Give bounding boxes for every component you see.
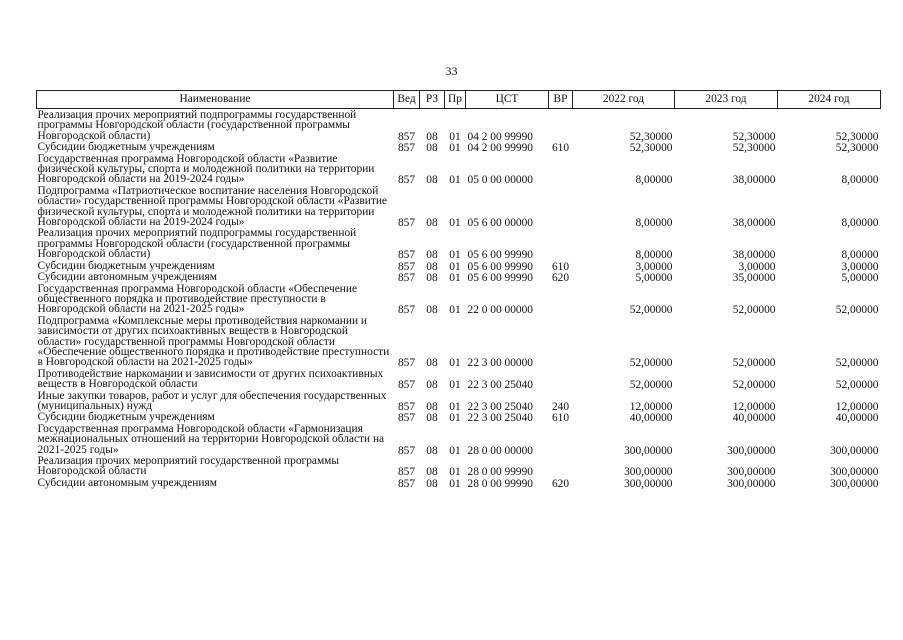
cell-vr (549, 186, 573, 229)
cell-vr: 620 (551, 477, 570, 490)
cell-vr (549, 109, 573, 143)
cell-pr: 01 (449, 477, 461, 490)
cell-2022: 52,00000 (629, 304, 673, 317)
table-header (37, 91, 881, 109)
cell-cst: 22 3 00 00000 (467, 357, 533, 370)
table-row (37, 228, 881, 260)
cell-2022: 12,00000 (629, 400, 673, 413)
cell-cst: 05 6 00 99990 (467, 249, 533, 262)
cell-2022: 40,00000 (629, 412, 673, 425)
cell-2024: 8,00000 (841, 174, 879, 187)
cell-cst: 04 2 00 99990 (467, 142, 533, 155)
cell-vr (549, 424, 573, 456)
header-ved: Вед (394, 91, 420, 109)
cell-rz: 08 (426, 400, 438, 413)
header-name: Наименование (37, 91, 394, 109)
cell-2023: 35,00000 (732, 272, 776, 285)
cell-2023: 52,00000 (732, 304, 776, 317)
cell-name: Подпрограмма «Патриотическое воспитание населения Новгородской области» государственной программы Новгородской области «Развитие физической культуры, спорта и молодежной политики на территории Новгородской области на 2019-2024 годы» (37, 184, 387, 229)
cell-2022: 3,00000 (635, 260, 673, 273)
cell-2024: 300,00000 (830, 444, 879, 457)
cell-vr: 240 (551, 400, 570, 413)
header-2024: 2024 год (778, 91, 881, 109)
cell-2024: 12,00000 (835, 400, 879, 413)
cell-rz: 08 (426, 260, 438, 273)
table-row (37, 424, 881, 456)
cell-rz: 08 (426, 412, 438, 425)
cell-cst: 22 3 00 25040 (467, 400, 533, 413)
cell-rz: 08 (426, 142, 438, 155)
cell-cst: 05 6 00 00000 (467, 217, 533, 230)
cell-2022: 300,00000 (624, 466, 673, 479)
cell-pr: 01 (449, 272, 461, 285)
cell-2023: 38,00000 (732, 217, 776, 230)
cell-2022: 52,00000 (629, 357, 673, 370)
cell-2024: 300,00000 (830, 466, 879, 479)
cell-2022: 52,30000 (629, 130, 673, 143)
cell-2022: 52,00000 (629, 379, 673, 392)
cell-2023: 38,00000 (732, 174, 776, 187)
table-body (37, 109, 881, 490)
cell-name: Реализация прочих мероприятий государственной программы Новгородской области (37, 455, 340, 478)
header-pr: Пр (445, 91, 466, 109)
header-2022: 2022 год (573, 91, 675, 109)
cell-vr (549, 154, 573, 186)
table-row (37, 478, 881, 489)
cell-cst: 28 0 00 99990 (467, 466, 533, 479)
cell-2023: 52,30000 (732, 130, 776, 143)
cell-pr: 01 (449, 304, 461, 317)
cell-rz: 08 (426, 130, 438, 143)
table-row (37, 186, 881, 229)
cell-ved: 857 (397, 477, 416, 490)
cell-2023: 52,00000 (732, 357, 776, 370)
cell-2022: 8,00000 (635, 217, 673, 230)
header-rz: РЗ (420, 91, 445, 109)
cell-pr: 01 (449, 357, 461, 370)
cell-ved: 857 (397, 272, 416, 285)
budget-table (36, 90, 881, 489)
cell-rz: 08 (426, 174, 438, 187)
table-row (37, 316, 881, 369)
cell-2022: 8,00000 (635, 174, 673, 187)
header-vr: ВР (549, 91, 573, 109)
cell-rz: 08 (426, 444, 438, 457)
cell-rz: 08 (426, 477, 438, 490)
cell-cst: 28 0 00 00000 (467, 444, 533, 457)
cell-2022: 300,00000 (624, 444, 673, 457)
cell-2023: 3,00000 (738, 260, 776, 273)
cell-pr: 01 (449, 466, 461, 479)
cell-cst: 05 6 00 99990 (467, 272, 533, 285)
cell-ved: 857 (397, 304, 416, 317)
cell-vr (549, 369, 573, 391)
cell-rz: 08 (426, 357, 438, 370)
cell-cst: 22 3 00 25040 (467, 412, 533, 425)
cell-pr: 01 (449, 444, 461, 457)
cell-2024: 52,00000 (835, 304, 879, 317)
cell-ved: 857 (397, 174, 416, 187)
cell-rz: 08 (426, 304, 438, 317)
cell-ved: 857 (397, 357, 416, 370)
cell-2024: 8,00000 (841, 249, 879, 262)
table-row (37, 391, 881, 413)
cell-pr: 01 (449, 130, 461, 143)
cell-ved: 857 (397, 249, 416, 262)
cell-vr (549, 316, 573, 369)
cell-name: Государственная программа Новгородской области «Обеспечение общественного порядка и противодействие преступности в Новгородской области на 2021-2025 годы» (37, 282, 358, 316)
cell-cst: 22 3 00 25040 (467, 379, 533, 392)
cell-2024: 5,00000 (841, 272, 879, 285)
table-row (37, 109, 881, 143)
cell-2024: 52,00000 (835, 379, 879, 392)
cell-cst: 05 0 00 00000 (467, 174, 533, 187)
cell-name: Государственная программа Новгородской области «Гармонизация межнациональных отношений на территории Новгородской области на 2021-2025 годы» (37, 422, 385, 456)
header-row (37, 91, 881, 109)
cell-name: Подпрограмма «Комплексные меры противодействия наркомании и зависимости от других психоактивных веществ в Новгородской области» государственной программы Новгородской области «Обеспечение общественного порядка и противодействие преступности в Новгородской области на 2021-2025 годы» (37, 314, 390, 369)
cell-vr (549, 456, 573, 478)
cell-pr: 01 (449, 379, 461, 392)
cell-name: Субсидии автономным учреждениям (37, 476, 217, 489)
cell-2023: 300,00000 (727, 466, 776, 479)
cell-name: Субсидии автономным учреждениям (37, 271, 217, 284)
cell-name: Реализация прочих мероприятий подпрограммы государственной программы Новгородской области (государственной программы Новгородской области) (37, 227, 357, 261)
cell-ved: 857 (397, 130, 416, 143)
cell-vr: 610 (551, 260, 570, 273)
cell-name: Реализация прочих мероприятий подпрограммы государственной программы Новгородской области (государственной программы Новгородской области) (37, 109, 357, 142)
table-row (37, 272, 881, 283)
cell-ved: 857 (397, 400, 416, 413)
cell-ved: 857 (397, 142, 416, 155)
cell-2023: 52,00000 (732, 379, 776, 392)
cell-pr: 01 (449, 260, 461, 273)
cell-ved: 857 (397, 444, 416, 457)
cell-pr: 01 (449, 142, 461, 155)
cell-vr: 620 (551, 272, 570, 285)
cell-pr: 01 (449, 174, 461, 187)
cell-name: Иные закупки товаров, работ и услуг для обеспечения государственных (муниципальных) нужд (37, 389, 387, 412)
table-row (37, 284, 881, 316)
cell-pr: 01 (449, 412, 461, 425)
table-row (37, 369, 881, 391)
cell-vr: 610 (551, 142, 570, 155)
cell-vr (549, 284, 573, 316)
cell-rz: 08 (426, 249, 438, 262)
cell-2024: 52,00000 (835, 357, 879, 370)
cell-ved: 857 (397, 217, 416, 230)
cell-2023: 52,30000 (732, 142, 776, 155)
cell-2023: 40,00000 (732, 412, 776, 425)
cell-ved: 857 (397, 379, 416, 392)
header-2023: 2023 год (675, 91, 778, 109)
cell-2022: 52,30000 (629, 142, 673, 155)
cell-rz: 08 (426, 466, 438, 479)
cell-pr: 01 (449, 249, 461, 262)
cell-2024: 40,00000 (835, 412, 879, 425)
cell-2022: 300,00000 (624, 477, 673, 490)
cell-pr: 01 (449, 217, 461, 230)
cell-cst: 05 6 00 99990 (467, 260, 533, 273)
cell-vr: 610 (551, 412, 570, 425)
cell-ved: 857 (397, 260, 416, 273)
cell-ved: 857 (397, 466, 416, 479)
table-row (37, 142, 881, 153)
cell-rz: 08 (426, 379, 438, 392)
page-number: 33 (445, 64, 458, 78)
cell-rz: 08 (426, 272, 438, 285)
table-row (37, 456, 881, 478)
cell-2024: 52,30000 (835, 130, 879, 143)
cell-2024: 3,00000 (841, 260, 879, 273)
cell-name: Субсидии бюджетным учреждениям (37, 411, 215, 424)
cell-2022: 5,00000 (635, 272, 673, 285)
cell-ved: 857 (397, 412, 416, 425)
cell-pr: 01 (449, 400, 461, 413)
cell-rz: 08 (426, 217, 438, 230)
cell-2023: 12,00000 (732, 400, 776, 413)
cell-2023: 38,00000 (732, 249, 776, 262)
cell-2023: 300,00000 (727, 477, 776, 490)
cell-name: Противодействие наркомании и зависимости от других психоактивных веществ в Новгородской области (37, 367, 384, 391)
cell-name: Государственная программа Новгородской области «Развитие физической культуры, спорта и молодежной политики на территории Новгородской области на 2019-2024 годы» (37, 152, 375, 186)
cell-cst: 22 0 00 00000 (467, 304, 533, 317)
cell-2024: 8,00000 (841, 217, 879, 230)
cell-cst: 28 0 00 99990 (467, 477, 533, 490)
header-cst: ЦСТ (466, 91, 549, 109)
cell-name: Субсидии бюджетным учреждениям (37, 259, 215, 272)
cell-vr (549, 228, 573, 260)
cell-name: Субсидии бюджетным учреждениям (37, 141, 215, 154)
cell-2024: 52,30000 (835, 142, 879, 155)
cell-2022: 8,00000 (635, 249, 673, 262)
table-row (37, 154, 881, 186)
cell-2024: 300,00000 (830, 477, 879, 490)
cell-cst: 04 2 00 99990 (467, 130, 533, 143)
cell-2023: 300,00000 (727, 444, 776, 457)
